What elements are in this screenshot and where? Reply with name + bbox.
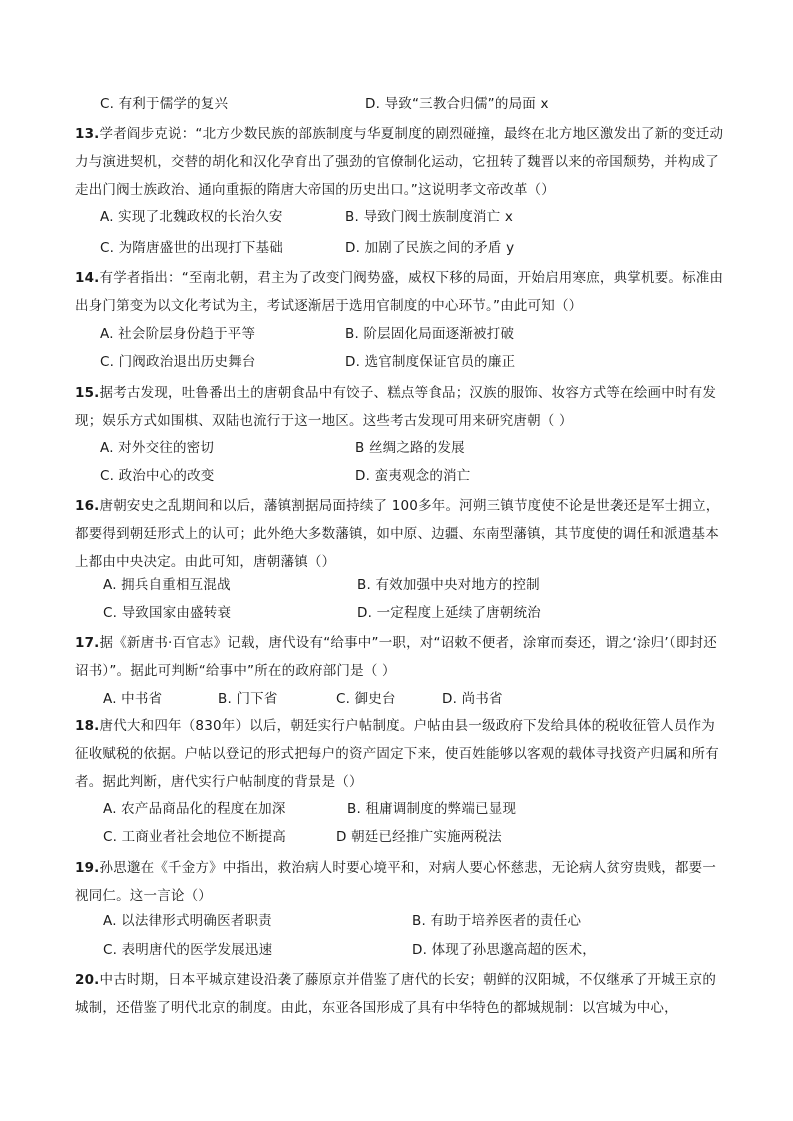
- q15-stem: [75, 379, 725, 435]
- q13-option-b[interactable]: B. 导致门阀士族制度消亡 x: [345, 209, 514, 225]
- q19-number: 19.: [75, 860, 100, 876]
- q12-option-d[interactable]: D. 导致“三教合归儒”的局面 x: [365, 96, 549, 112]
- q14-stem: [75, 264, 725, 320]
- q16-option-a[interactable]: A. 拥兵自重相互混战: [103, 577, 231, 593]
- q15-option-a[interactable]: A. 对外交往的密切: [100, 440, 215, 456]
- q20-number: 20.: [75, 972, 100, 988]
- q16-stem: [75, 492, 725, 576]
- q14-option-a[interactable]: A. 社会阶层身份趋于平等: [100, 326, 256, 342]
- q15-option-d[interactable]: D. 蛮夷观念的消亡: [355, 468, 471, 484]
- q15-option-c[interactable]: C. 政治中心的改变: [100, 468, 215, 484]
- q16-text: 唐朝安史之乱期间和以后，藩镇割据局面持续了 100多年。河朔三镇节度使不论是世袭还是军士拥立，都要得到朝廷形式上的认可；此外绝大多数藩镇，如中原、边疆、东南型藩镇，其节度使的调任和派遣基本上都由中央决定。由此可知，唐朝藩镇（）: [75, 498, 720, 570]
- q18-option-c[interactable]: C. 工商业者社会地位不断提高: [103, 829, 287, 845]
- q18-text: 唐代大和四年（830年）以后，朝廷实行户帖制度。户帖由县一级政府下发给具体的税收征管人员作为征收赋税的依据。户帖以登记的形式把每户的资产固定下来，使百姓能够以客观的载体寻找资产归属和所有者。据此判断，唐代实行户帖制度的背景是（）: [75, 718, 719, 790]
- q13-option-c[interactable]: C. 为隋唐盛世的出现打下基础: [100, 240, 284, 256]
- q16-option-d[interactable]: D. 一定程度上延续了唐朝统治: [357, 605, 541, 621]
- q17-option-d[interactable]: D. 尚书省: [442, 691, 503, 707]
- q18-option-b[interactable]: B. 租庸调制度的弊端已显现: [347, 801, 517, 817]
- q20-text: 中古时期，日本平城京建设沿袭了藤原京并借鉴了唐代的长安；朝鲜的汉阳城，不仅继承了开城王京的城制，还借鉴了明代北京的制度。由此，东亚各国形成了具有中华特色的都城规制：以宫城为中心，: [75, 972, 717, 1016]
- q14-text: 有学者指出：“至南北朝，君主为了改变门阀势盛，威权下移的局面，开始启用寒庶，典掌机要。标准由出身门第变为以文化考试为主，考试逐渐居于选用官制度的中心环节。”由此可知（）: [75, 270, 724, 314]
- q19-stem: [75, 854, 725, 910]
- q19-option-c[interactable]: C. 表明唐代的医学发展迅速: [103, 942, 273, 958]
- q17-number: 17.: [75, 635, 100, 651]
- q16-number: 16.: [75, 498, 100, 514]
- q13-stem: [75, 120, 725, 204]
- q14-option-b[interactable]: B. 阶层固化局面逐渐被打破: [345, 326, 515, 342]
- q18-option-d[interactable]: D 朝廷已经推广实施两税法: [336, 829, 502, 845]
- q13-option-d[interactable]: D. 加剧了民族之间的矛盾 y: [345, 240, 515, 256]
- q18-stem: [75, 712, 725, 796]
- q19-option-a[interactable]: A. 以法律形式明确医者职责: [103, 913, 272, 929]
- q13-option-a[interactable]: A. 实现了北魏政权的长治久安: [100, 209, 283, 225]
- q18-number: 18.: [75, 718, 100, 734]
- q17-option-b[interactable]: B. 门下省: [218, 691, 278, 707]
- q17-text: 据《新唐书·百官志》记载，唐代设有“给事中”一职，对“诏敕不便者，涂窜而奏还，谓之‘涂归’（即封还诏书）”。据此可判断“给事中”所在的政府部门是（ ）: [75, 635, 717, 679]
- q16-option-c[interactable]: C. 导致国家由盛转衰: [103, 605, 232, 621]
- q15-option-b[interactable]: B 丝绸之路的发展: [355, 440, 465, 456]
- q18-option-a[interactable]: A. 农产品商品化的程度在加深: [103, 801, 286, 817]
- q12-option-c[interactable]: C. 有利于儒学的复兴: [100, 96, 229, 112]
- q19-option-d[interactable]: D. 体现了孙思邈高超的医术，: [412, 942, 596, 958]
- q14-option-c[interactable]: C. 门阀政治退出历史舞台: [100, 354, 256, 370]
- q20-stem: [75, 966, 725, 1022]
- q14-option-d[interactable]: D. 选官制度保证官员的廉正: [345, 354, 516, 370]
- q17-option-a[interactable]: A. 中书省: [103, 691, 163, 707]
- q13-number: 13.: [75, 126, 100, 142]
- q19-option-b[interactable]: B. 有助于培养医者的责任心: [412, 913, 582, 929]
- q17-stem: [75, 629, 725, 685]
- q14-number: 14.: [75, 270, 100, 286]
- q15-number: 15.: [75, 385, 100, 401]
- q19-text: 孙思邈在《千金方》中指出，救治病人时要心境平和，对病人要心怀慈悲，无论病人贫穷贵贱，都要一视同仁。这一言论（）: [75, 860, 717, 904]
- q17-option-c[interactable]: C. 御史台: [336, 691, 396, 707]
- q16-option-b[interactable]: B. 有效加强中央对地方的控制: [357, 577, 540, 593]
- q13-text: 学者阎步克说：“北方少数民族的部族制度与华夏制度的剧烈碰撞，最终在北方地区激发出了新的变迁动力与演进契机，交替的胡化和汉化孕育出了强劲的官僚制化运动，它扭转了魏晋以来的帝国颓势，并构成了走出门阀士族政治、通向重振的隋唐大帝国的历史出口。”这说明孝文帝改革（）: [75, 126, 724, 198]
- q15-text: 据考古发现，吐鲁番出土的唐朝食品中有饺子、糕点等食品；汉族的服饰、妆容方式等在绘画中时有发现；娱乐方式如围棋、双陆也流行于这一地区。这些考古发现可用来研究唐朝（ ）: [75, 385, 717, 429]
